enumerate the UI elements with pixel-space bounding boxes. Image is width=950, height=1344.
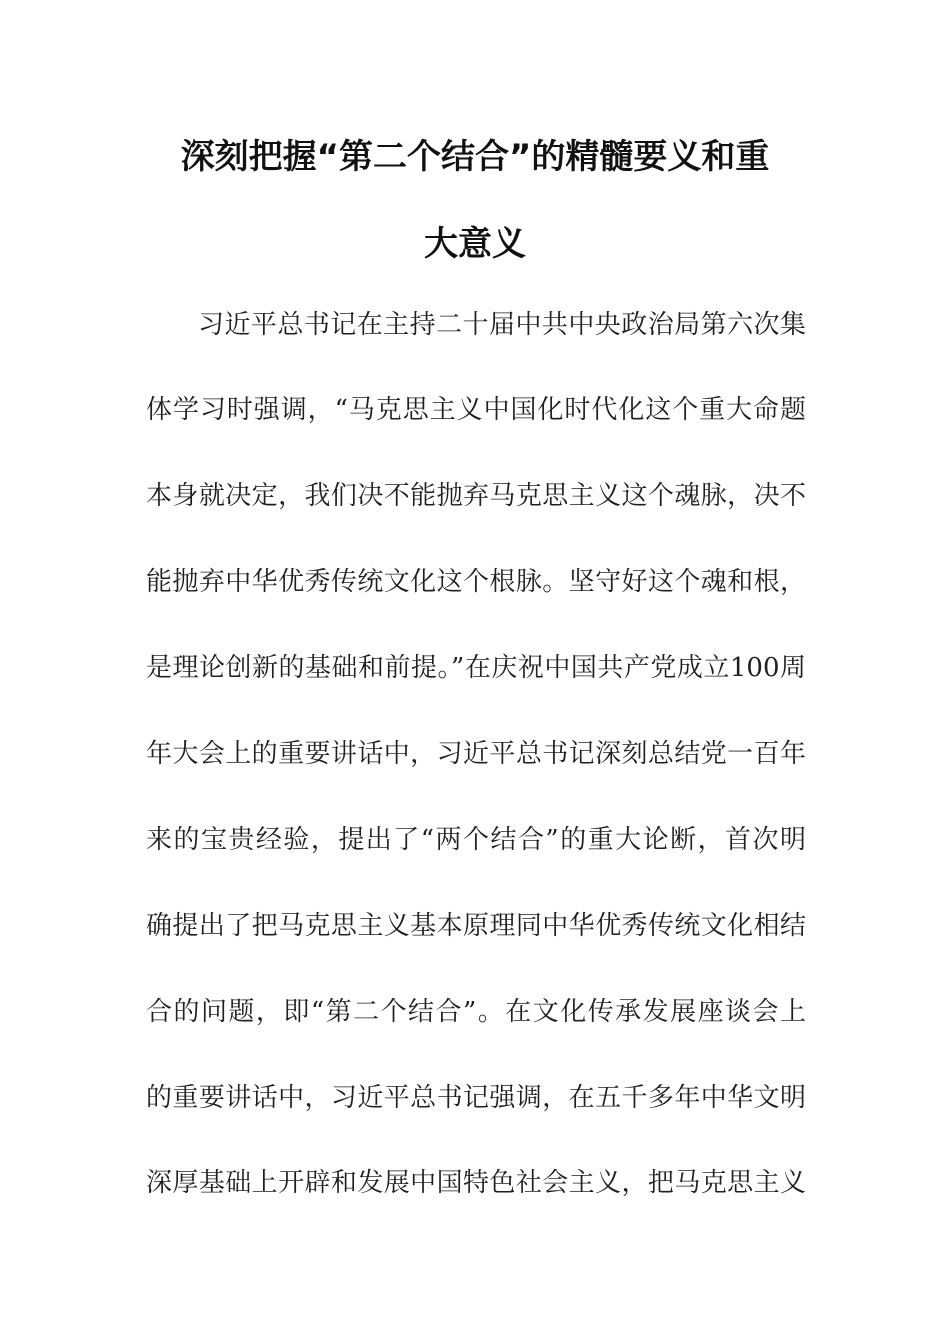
body-line-1: 习近平总书记在主持二十届中共中央政治局第六次集 [198,310,806,340]
body-line-11: 深厚基础上开辟和发展中国特色社会主义，把马克思主义 [146,1168,806,1198]
body-line-2: 体学习时强调，“马克思主义中国化时代化这个重大命题 [146,395,806,425]
body-line-9: 合的问题，即“第二个结合”。在文化传承发展座谈会上 [146,997,806,1027]
body-line-3: 本身就决定，我们决不能抛弃马克思主义这个魂脉，决不 [146,481,806,511]
body-line-5: 是理论创新的基础和前提。”在庆祝中国共产党成立100周 [146,653,806,683]
title-line-1: 深刻把握“第二个结合”的精髓要义和重 [180,137,770,177]
body-line-4: 能抛弃中华优秀传统文化这个根脉。坚守好这个魂和根， [146,567,806,597]
body-line-8: 确提出了把马克思主义基本原理同中华优秀传统文化相结 [146,911,806,941]
title-line-2: 大意义 [424,224,526,264]
body-line-6: 年大会上的重要讲话中，习近平总书记深刻总结党一百年 [146,739,806,769]
body-line-10: 的重要讲话中，习近平总书记强调，在五千多年中华文明 [146,1083,806,1113]
body-line-7: 来的宝贵经验，提出了“两个结合”的重大论断，首次明 [146,825,806,855]
